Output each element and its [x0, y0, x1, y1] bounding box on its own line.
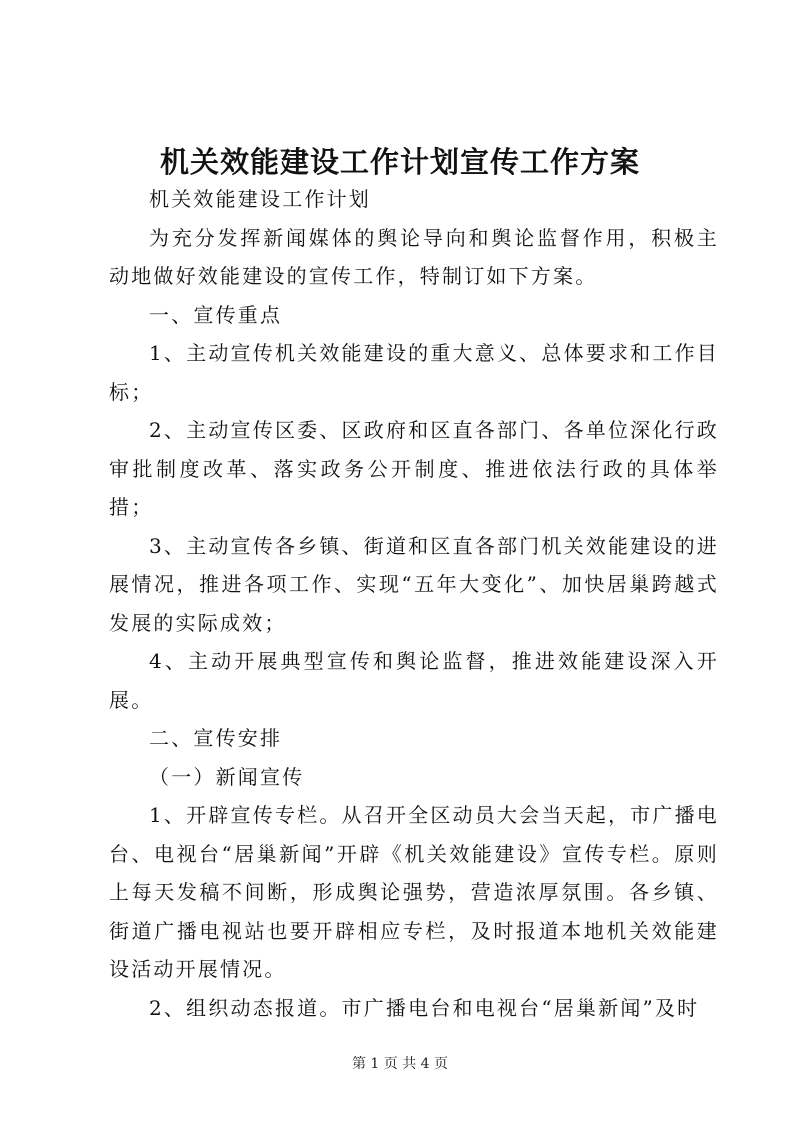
subsection-heading: （一）新闻宣传: [149, 764, 305, 789]
document-body: [109, 180, 719, 1027]
section-heading: 二、宣传安排: [149, 726, 283, 750]
section-heading: 一、宣传重点: [149, 302, 283, 327]
paragraph: 2、主动宣传区委、区政府和区直各部门、各单位深化行政审批制度改革、落实政务公开制度、推进依法行政的具体举措；: [109, 418, 719, 519]
paragraph: 为充分发挥新闻媒体的舆论导向和舆论监督作用，积极主动地做好效能建设的宣传工作，特制订如下方案。: [109, 225, 719, 288]
paragraph: 1、主动宣传机关效能建设的重大意义、总体要求和工作目标；: [109, 341, 719, 404]
paragraph: 2、组织动态报道。市广播电台和电视台“居巢新闻”及时: [149, 995, 700, 1020]
paragraph: 1、开辟宣传专栏。从召开全区动员大会当天起，市广播电台、电视台“居巢新闻”开辟《机关效能建设》宣传专栏。原则上每天发稿不间断，形成舆论强势，营造浓厚氛围。各乡镇、街道广播电视站也要开辟相应专栏，及时报道本地机关效能建设活动开展情况。: [109, 803, 719, 981]
paragraph: 机关效能建设工作计划: [149, 187, 371, 211]
document-title: 机关效能建设工作计划宣传工作方案: [159, 145, 640, 179]
page-footer: 第 1 页 共 4 页: [351, 1056, 449, 1072]
paragraph: 3、主动宣传各乡镇、街道和区直各部门机关效能建设的进展情况，推进各项工作、实现“五年大变化”、加快居巢跨越式发展的实际成效；: [109, 533, 719, 635]
paragraph: 4、主动开展典型宣传和舆论监督，推进效能建设深入开展。: [109, 649, 719, 712]
